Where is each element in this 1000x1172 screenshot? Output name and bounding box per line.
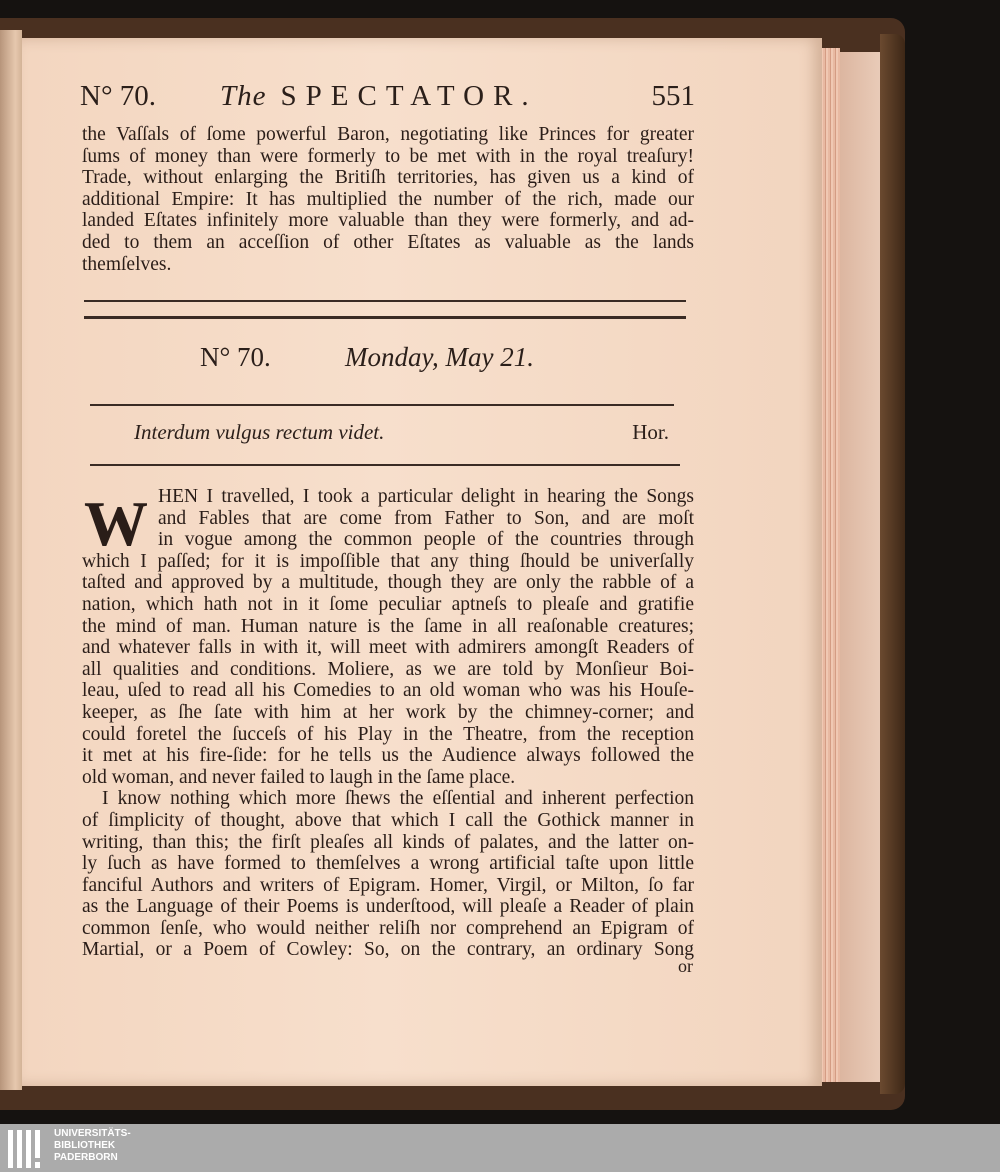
text-line: Martial, or a Poem of Cowley: So, on the contrary, an ordinary Song (82, 939, 694, 961)
text-line: the Vaſſals of ſome powerful Baron, negotiating like Princes for greater (82, 124, 694, 145)
text-line: and Fables that are come from Father to Son, and are moſt (158, 507, 694, 529)
motto-quote: Interdum vulgus rectum videt. (134, 420, 385, 444)
running-head-title-text: SPECTATOR. (280, 80, 538, 112)
issue-date: Monday, May 21. (345, 342, 534, 372)
text-line: landed Eſtates infinitely more valuable than they were formerly, and ad- (82, 210, 694, 232)
library-name-line: UNIVERSITÄTS- (54, 1128, 131, 1139)
text-line: ded to them an acceſſion of other Eſtates as valuable as the lands (82, 231, 694, 253)
text-line: it met at his fire-ſide: for he tells us the Audience always followed the (82, 745, 694, 767)
text-line: additional Empire: It has multiplied the number of the rich, made our (82, 188, 694, 210)
text-line: fanciful Authors and writers of Epigram. Homer, Virgil, or Milton, ſo far (82, 874, 694, 896)
divider-rule (90, 464, 680, 466)
text-line: which I paſſed; for it is impoſſible that any thing ſhould be univerſally (82, 550, 694, 572)
library-name-line: BIBLIOTHEK (54, 1140, 116, 1151)
issue-number: N° 70. (200, 342, 271, 372)
text-line: nation, which hath not in it ſome peculiar aptneſs to pleaſe and gratifie (82, 593, 694, 615)
text-line: the mind of man. Human nature is the ſame in all reaſonable creatures; (82, 615, 694, 637)
library-name-line: PADERBORN (54, 1152, 118, 1163)
running-head-title (220, 80, 538, 113)
text-line: ly ſuch as have formed to themſelves a wrong artificial taſte upon little (82, 853, 694, 875)
divider-rule (84, 316, 686, 319)
text-line: old woman, and never failed to laugh in the ſame place. (82, 766, 516, 788)
text-line: as the Language of their Poems is underſtood, will pleaſe a Reader of plain (82, 896, 694, 918)
text-line: of ſimplicity of thought, above that which I call the Gothick manner in (82, 809, 694, 831)
running-head (80, 80, 695, 120)
text-line: could foretel the ſucceſs of his Play in the Theatre, from the reception (82, 723, 694, 745)
text-line: and whatever falls in with it, will meet with admirers amongſt Readers of (82, 637, 694, 659)
running-head-number: N° 70. (80, 80, 157, 112)
text-line: Trade, without enlarging the Britiſh territories, has given us a kind of (82, 167, 694, 189)
text-line: in vogue among the common people of the countries through (158, 529, 694, 551)
text-line: I know nothing which more ſhews the eſſential and inherent perfection (102, 788, 694, 810)
book-cover-edge (880, 34, 905, 1094)
motto-author: Hor. (632, 420, 669, 444)
divider-rule (84, 300, 686, 302)
text-line: HEN I travelled, I took a particular delight in hearing the Songs (158, 486, 694, 507)
page-number: 551 (651, 80, 695, 112)
text-line: writing, than this; the firſt pleaſes all kinds of palates, and the latter on- (82, 831, 694, 853)
text-line: common ſenſe, who would neither reliſh nor comprehend an Epigram of (82, 917, 694, 939)
text-line: leau, uſed to read all his Comedies to an old woman who was his Houſe- (82, 680, 694, 702)
drop-cap: W (84, 488, 148, 559)
library-logo-icon (8, 1130, 48, 1168)
left-page-edge (0, 30, 22, 1090)
text-line: all qualities and conditions. Moliere, as we are told by Monſieur Boi- (82, 658, 694, 680)
text-line: keeper, as ſhe ſate with him at her work by the chimney-corner; and (82, 701, 694, 723)
text-line: taſted and approved by a multitude, though they are only the rabble of a (82, 572, 694, 594)
endpaper (840, 52, 880, 1082)
text-line: ſums of money than were formerly to be met with in the royal treaſury! (82, 145, 694, 167)
running-head-article: The (220, 80, 267, 112)
essay-body (82, 486, 694, 961)
library-name (54, 1128, 131, 1164)
library-footer (0, 1124, 1000, 1172)
continuation-paragraph (82, 124, 694, 275)
text-line: themſelves. (82, 253, 172, 275)
divider-rule (90, 404, 674, 406)
catchword: or (678, 956, 693, 976)
